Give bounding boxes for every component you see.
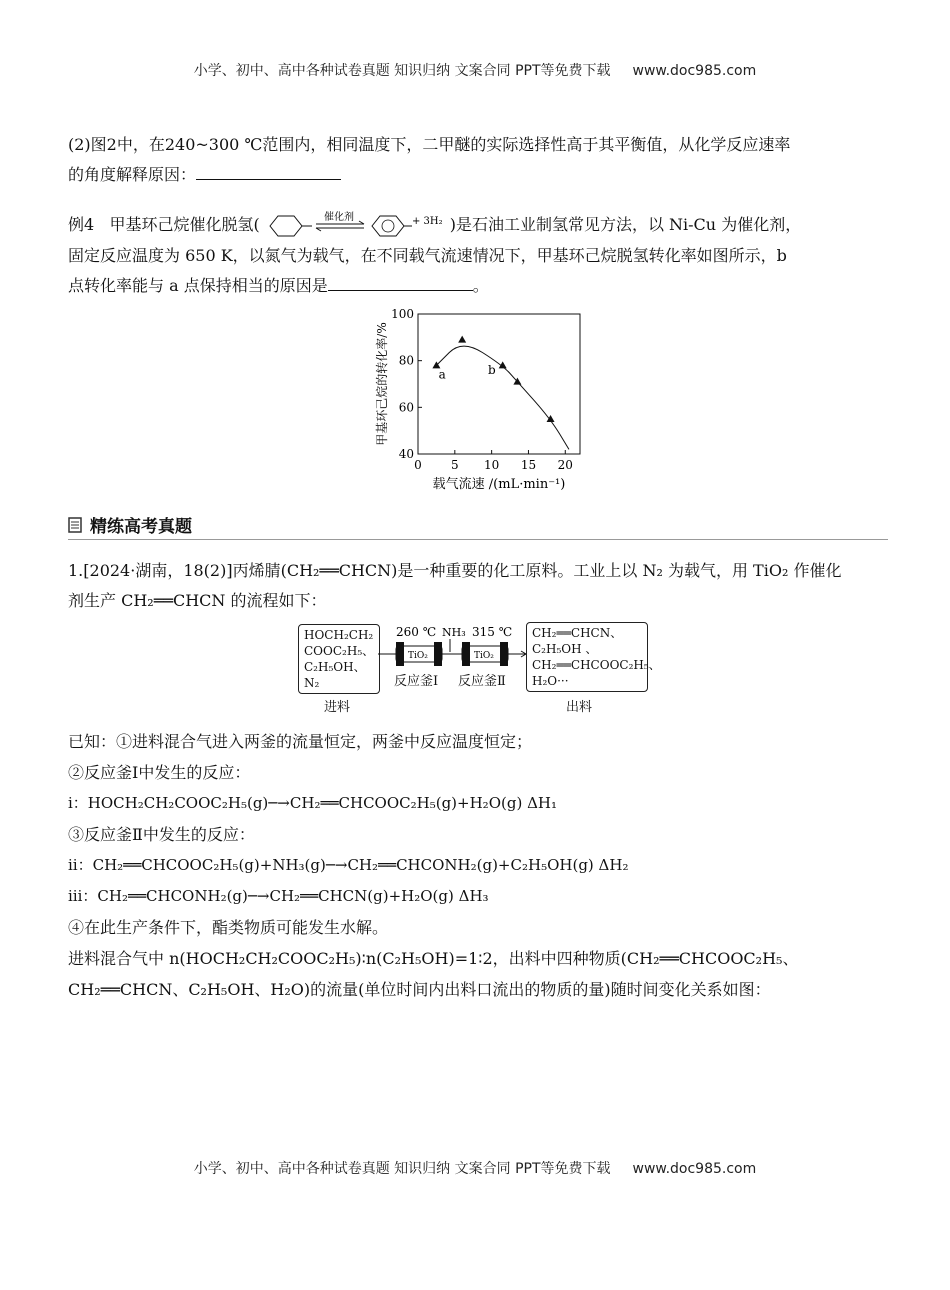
question-2 bbox=[68, 130, 888, 190]
ex4-line3: 点转化率能与 a 点保持相当的原因是 。 bbox=[68, 275, 489, 295]
input-box bbox=[298, 624, 380, 694]
catalyst-1: TiO₂ bbox=[408, 651, 428, 661]
answer-blank[interactable] bbox=[196, 163, 341, 180]
section-header bbox=[68, 512, 888, 540]
document-icon bbox=[68, 517, 84, 533]
reaction-scheme-svg bbox=[260, 211, 450, 241]
ex4-line1: 例4 甲基环己烷催化脱氢( 催化剂 + 3H₂ )是石油工业制氢常见方法，以 Ni-Cu 为催化剂， bbox=[68, 210, 888, 241]
point-label: b bbox=[487, 363, 496, 377]
q1-line2: 剂生产 CH₂══CHCN 的流程如下： bbox=[68, 591, 327, 610]
reactor-2-flange-left bbox=[462, 642, 470, 666]
known-conditions bbox=[68, 726, 888, 1005]
page-footer bbox=[0, 1158, 950, 1178]
x-tick-label: 20 bbox=[557, 458, 573, 472]
nh3-label: NH₃ bbox=[442, 626, 466, 639]
y-axis-label: 甲基环己烷的转化率/% bbox=[375, 322, 389, 446]
methylcyclohexane-ring bbox=[270, 216, 302, 236]
input-line: C₂H₅OH、N₂ bbox=[304, 660, 366, 690]
known-line: ④在此生产条件下，酯类物质可能发生水解。 bbox=[68, 918, 389, 937]
y-tick-label: 100 bbox=[391, 307, 414, 321]
reactor-1-flange-left bbox=[396, 642, 404, 666]
point-label: a bbox=[438, 367, 446, 382]
reaction-i: ⅰ：HOCH₂CH₂COOC₂H₅(g)─→CH₂══CHCOOC₂H₅(g)+H₂O(g) ΔH₁ bbox=[68, 794, 557, 812]
reactor-1-flange-right bbox=[434, 642, 442, 666]
conversion-chart bbox=[360, 302, 600, 502]
plot-frame bbox=[418, 314, 580, 454]
question-1 bbox=[68, 556, 888, 616]
x-tick-label: 5 bbox=[450, 458, 459, 472]
reaction-scheme bbox=[260, 211, 450, 241]
x-axis-label: 载气流速 /(mL·min⁻¹) bbox=[432, 477, 566, 492]
q1-line1: 1.[2024·湖南，18(2)]丙烯腈(CH₂══CHCN)是一种重要的化工原料。工业上以 N₂ 为载气，用 TiO₂ 作催化 bbox=[68, 561, 842, 580]
output-box bbox=[526, 622, 661, 692]
data-point bbox=[547, 415, 555, 422]
known-line: 已知：①进料混合气进入两釜的流量恒定，两釜中反应温度恒定； bbox=[68, 732, 533, 751]
reactor-2-flange-right bbox=[500, 642, 508, 666]
output-line: H₂O··· bbox=[532, 674, 569, 688]
reaction-iii: ⅲ：CH₂══CHCONH₂(g)─→CH₂══CHCN(g)+H₂O(g) ΔH₃ bbox=[68, 887, 489, 905]
q2-line1: (2)图2中，在240~300 ℃范围内，相同温度下，二甲醚的实际选择性高于其平衡值，从化学反应速率 bbox=[68, 135, 791, 154]
output-line: CH₂══CHCN、 bbox=[532, 626, 623, 640]
example-4 bbox=[68, 210, 888, 301]
known-line: CH₂══CHCN、C₂H₅OH、H₂O)的流量(单位时间内出料口流出的物质的量)随时间变化关系如图： bbox=[68, 980, 771, 999]
input-line: COOC₂H₅、 bbox=[304, 644, 375, 658]
output-label: 出料 bbox=[566, 700, 593, 715]
section-divider bbox=[68, 539, 888, 540]
x-tick-label: 0 bbox=[414, 458, 422, 472]
answer-blank-ex4[interactable] bbox=[328, 274, 473, 291]
catalyst-2: TiO₂ bbox=[474, 651, 494, 661]
known-line: 进料混合气中 n(HOCH₂CH₂COOC₂H₅)∶n(C₂H₅OH)=1∶2，出料中四种物质(CH₂══CHCOOC₂H₅、 bbox=[68, 949, 799, 968]
input-label: 进料 bbox=[324, 700, 351, 715]
y-tick-label: 80 bbox=[398, 353, 414, 368]
y-tick-label: 40 bbox=[398, 447, 414, 461]
x-tick-label: 10 bbox=[483, 458, 500, 472]
process-flow bbox=[298, 622, 661, 716]
footer-text: 小学、初中、高中各种试卷真题 知识归纳 文案合同 PPT等免费下载 bbox=[193, 1161, 611, 1177]
footer-site-link[interactable]: www.doc985.com bbox=[632, 1161, 757, 1177]
output-line: C₂H₅OH 、 bbox=[532, 642, 598, 656]
known-line: ②反应釜Ⅰ中发生的反应： bbox=[68, 763, 251, 782]
header-text: 小学、初中、高中各种试卷真题 知识归纳 文案合同 PPT等免费下载 bbox=[193, 63, 611, 79]
x-tick-label: 15 bbox=[520, 458, 537, 472]
reactor-2-label: 反应釜Ⅱ bbox=[458, 674, 506, 689]
toluene-ring bbox=[372, 216, 404, 236]
reaction-ii: ⅱ：CH₂══CHCOOC₂H₅(g)+NH₃(g)─→CH₂══CHCONH₂(g)+C₂H₅OH(g) ΔH₂ bbox=[68, 856, 629, 874]
y-tick-label: 60 bbox=[398, 400, 414, 415]
temp-2: 315 ℃ bbox=[472, 625, 513, 639]
reactor-1-label: 反应釜Ⅰ bbox=[394, 674, 439, 689]
q2-line2: 的角度解释原因： bbox=[68, 160, 888, 190]
page-header bbox=[0, 60, 950, 80]
header-site-link[interactable]: www.doc985.com bbox=[632, 63, 757, 79]
known-line: ③反应釜Ⅱ中发生的反应： bbox=[68, 825, 255, 844]
aromatic-circle bbox=[382, 220, 394, 232]
input-line: HOCH₂CH₂ bbox=[304, 628, 374, 642]
catalyst-label: 催化剂 bbox=[323, 211, 354, 223]
data-point bbox=[458, 336, 466, 343]
temp-1: 260 ℃ bbox=[396, 625, 437, 639]
output-line: CH₂══CHCOOC₂H₅、 bbox=[532, 658, 661, 672]
hydrogen-product: + 3H₂ bbox=[411, 215, 443, 227]
section-title: 精练高考真题 bbox=[90, 517, 192, 537]
ex4-label: 例4 bbox=[68, 215, 95, 234]
ex4-line2: 固定反应温度为 650 K，以氮气为载气，在不同载气流速情况下，甲基环己烷脱氢转化率如图所示，b bbox=[68, 245, 787, 265]
